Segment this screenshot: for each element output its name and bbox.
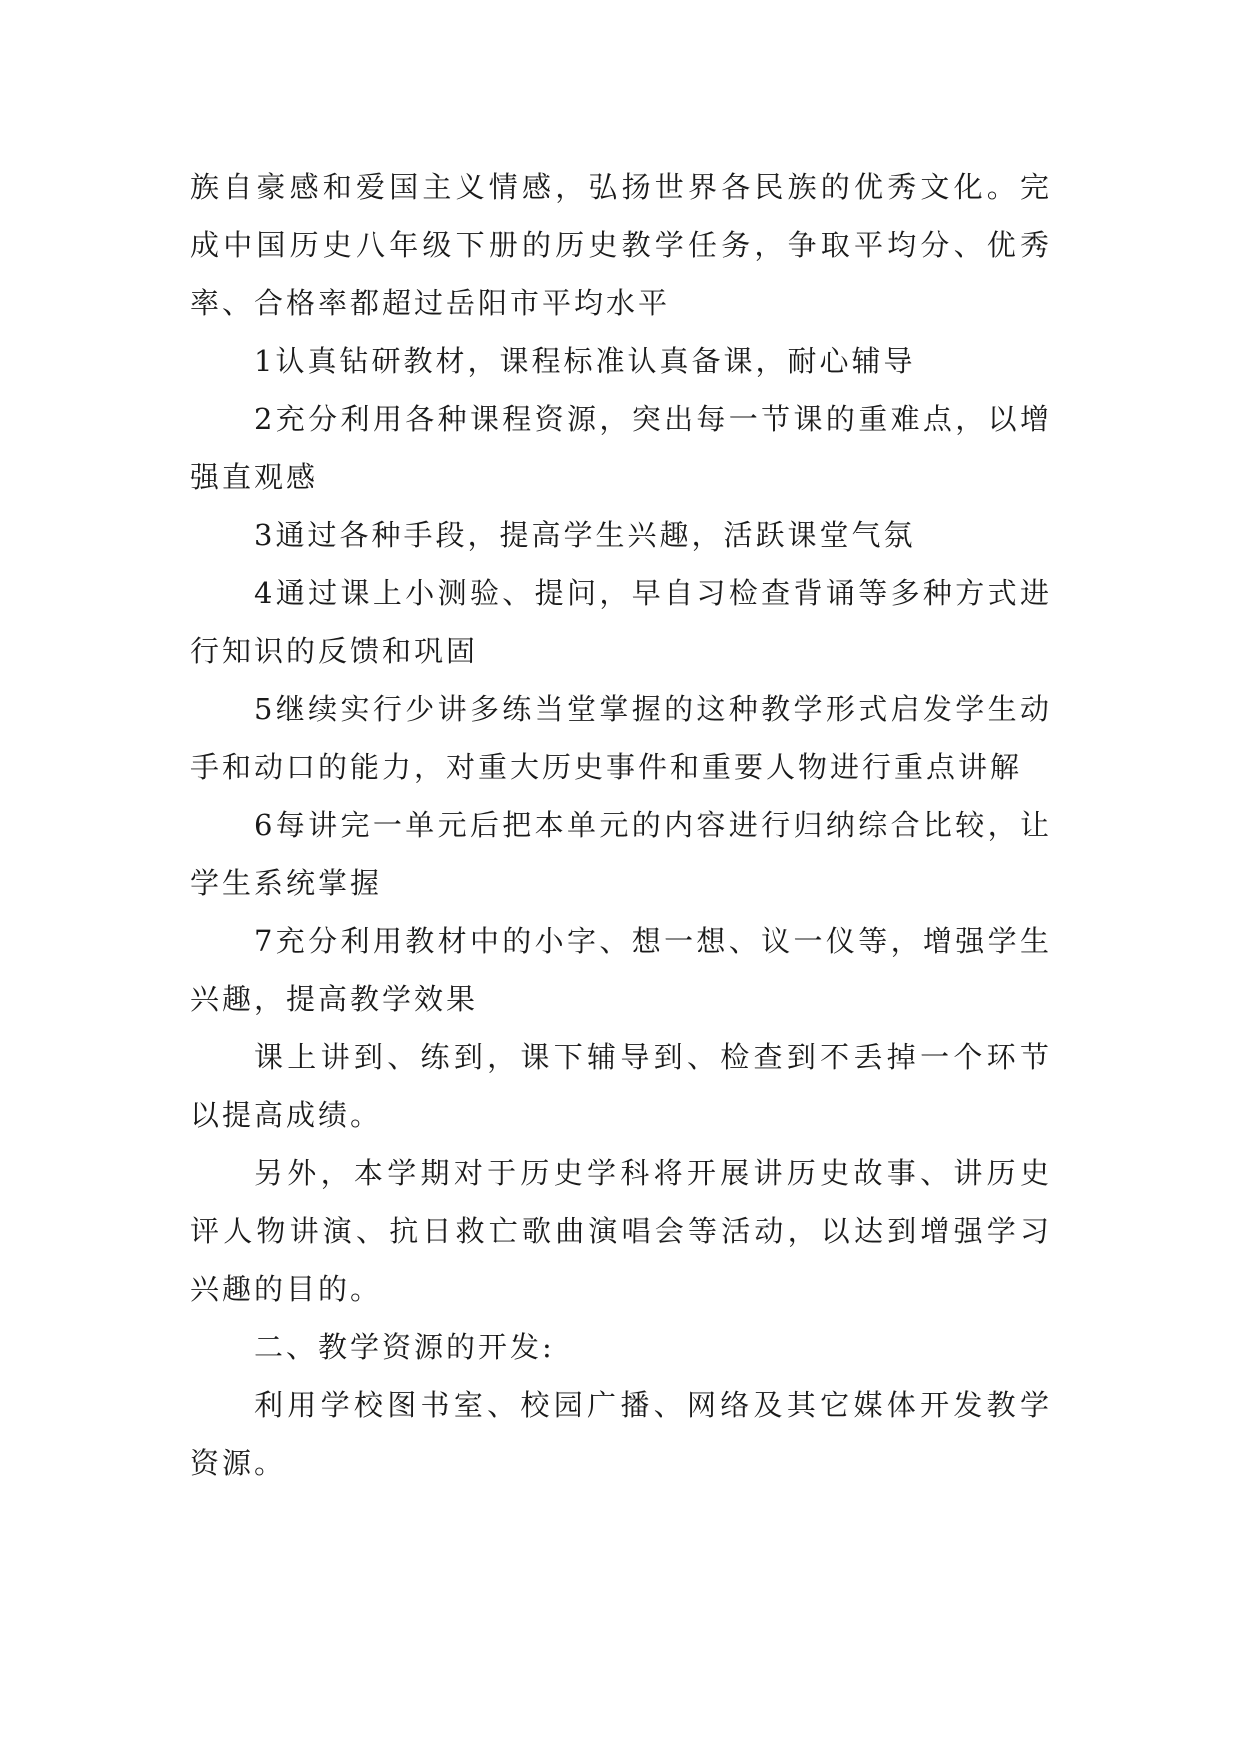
paragraph-item-6: 6每讲完一单元后把本单元的内容进行归纳综合比较，让学生系统掌握 xyxy=(190,808,1052,900)
paragraph-intro: 族自豪感和爱国主义情感，弘扬世界各民族的优秀文化。完成中国历史八年级下册的历史教学任务，争取平均分、优秀率、合格率都超过岳阳市平均水平 xyxy=(190,170,1052,320)
paragraph-item-7: 7充分利用教材中的小字、想一想、议一仪等，增强学生兴趣，提高教学效果 xyxy=(190,924,1052,1016)
paragraph-item-5: 5继续实行少讲多练当堂掌握的这种教学形式启发学生动手和动口的能力，对重大历史事件和重要人物进行重点讲解 xyxy=(190,692,1052,784)
paragraph-activities: 另外，本学期对于历史学科将开展讲历史故事、讲历史评人物讲演、抗日救亡歌曲演唱会等活动，以达到增强学习兴趣的目的。 xyxy=(190,1156,1052,1306)
paragraph-item-4: 4通过课上小测验、提问，早自习检查背诵等多种方式进行知识的反馈和巩固 xyxy=(190,576,1052,668)
paragraph-item-2: 2充分利用各种课程资源，突出每一节课的重难点，以增强直观感 xyxy=(190,402,1052,494)
paragraph-summary: 课上讲到、练到，课下辅导到、检查到不丢掉一个环节以提高成绩。 xyxy=(190,1040,1052,1132)
paragraph-item-1: 1认真钻研教材，课程标准认真备课，耐心辅导 xyxy=(254,344,916,378)
document-body xyxy=(190,158,1052,1492)
paragraph-resources: 利用学校图书室、校园广播、网络及其它媒体开发教学资源。 xyxy=(190,1388,1052,1480)
section-heading-resources: 二、教学资源的开发: xyxy=(254,1330,555,1364)
paragraph-item-3: 3通过各种手段，提高学生兴趣，活跃课堂气氛 xyxy=(254,518,916,552)
